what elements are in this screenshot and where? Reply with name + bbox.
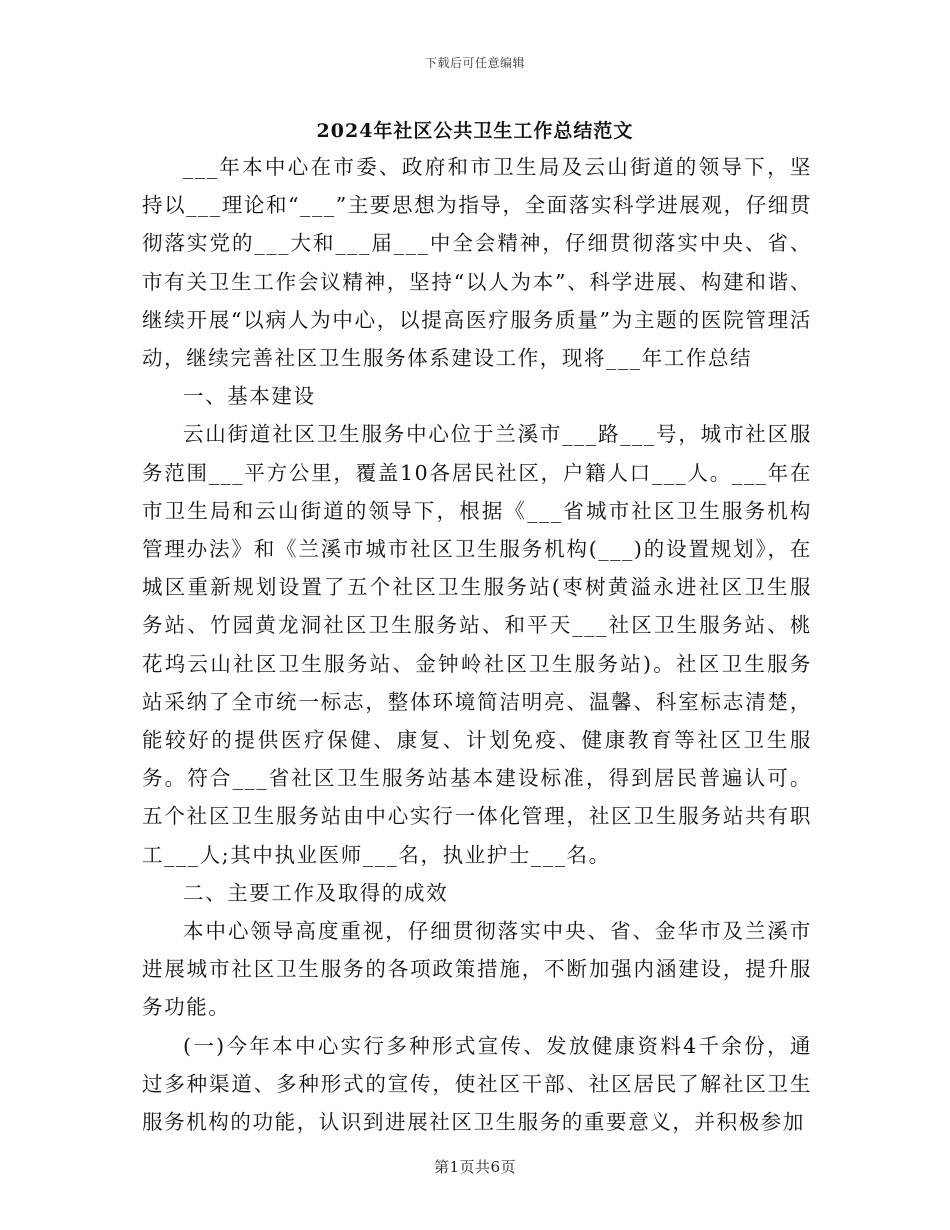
document-title: 2024年社区公共卫生工作总结范文 [316, 120, 634, 142]
section-heading-basic-construction: 一、基本建设 [183, 384, 316, 409]
page-number: 第1页共6页 [433, 1158, 517, 1176]
document-body [142, 148, 812, 1141]
paragraph-main-work: 本中心领导高度重视，仔细贯彻落实中央、省、金华市及兰溪市进展城市社区卫生服务的各项政策措施，不断加强内涵建设，提升服务功能。 [142, 919, 812, 1020]
paragraph-item-one: (一)今年本中心实行多种形式宣传、发放健康资料4千余份，通过多种渠道、多种形式的宣传，使社区干部、社区居民了解社区卫生服务机构的功能，认识到进展社区卫生服务的重要意义，并积极参加 [142, 1033, 812, 1135]
page-header-note: 下载后可任意编辑 [424, 56, 525, 70]
paragraph-intro: ___年本中心在市委、政府和市卫生局及云山街道的领导下，坚持以___理论和“___”主要思想为指导，全面落实科学进展观，仔细贯彻落实党的___大和___届___中全会精神，仔细贯彻落实中央、省、市有关卫生工作会议精神，坚持“以人为本”、科学进展、构建和谐、继续开展“以病人为中心，以提高医疗服务质量”为主题的医院管理活动，继续完善社区卫生服务体系建设工作，现将___年工作总结 [142, 155, 812, 371]
section-heading-main-work: 二、主要工作及取得的成效 [183, 880, 449, 905]
paragraph-basic-construction: 云山街道社区卫生服务中心位于兰溪市___路___号，城市社区服务范围___平方公里，覆盖10各居民社区，户籍人口___人。___年在市卫生局和云山街道的领导下，根据《___省城市社区卫生服务机构管理办法》和《兰溪市城市社区卫生服务机构(___)的设置规划》，在城区重新规划设置了五个社区卫生服务站(枣树黄溢永进社区卫生服务站、竹园黄龙洞社区卫生服务站、和平天___社区卫生服务站、桃花坞云山社区卫生服务站、金钟岭社区卫生服务站)。社区卫生服务站采纳了全市统一标志，整体环境简洁明亮、温馨、科室标志清楚，能较好的提供医疗保健、康复、计划免疫、健康教育等社区卫生服务。符合___省社区卫生服务站基本建设标准，得到居民普遍认可。五个社区卫生服务站由中心实行一体化管理，社区卫生服务站共有职工___人;其中执业医师___名，执业护士___名。 [142, 422, 812, 867]
